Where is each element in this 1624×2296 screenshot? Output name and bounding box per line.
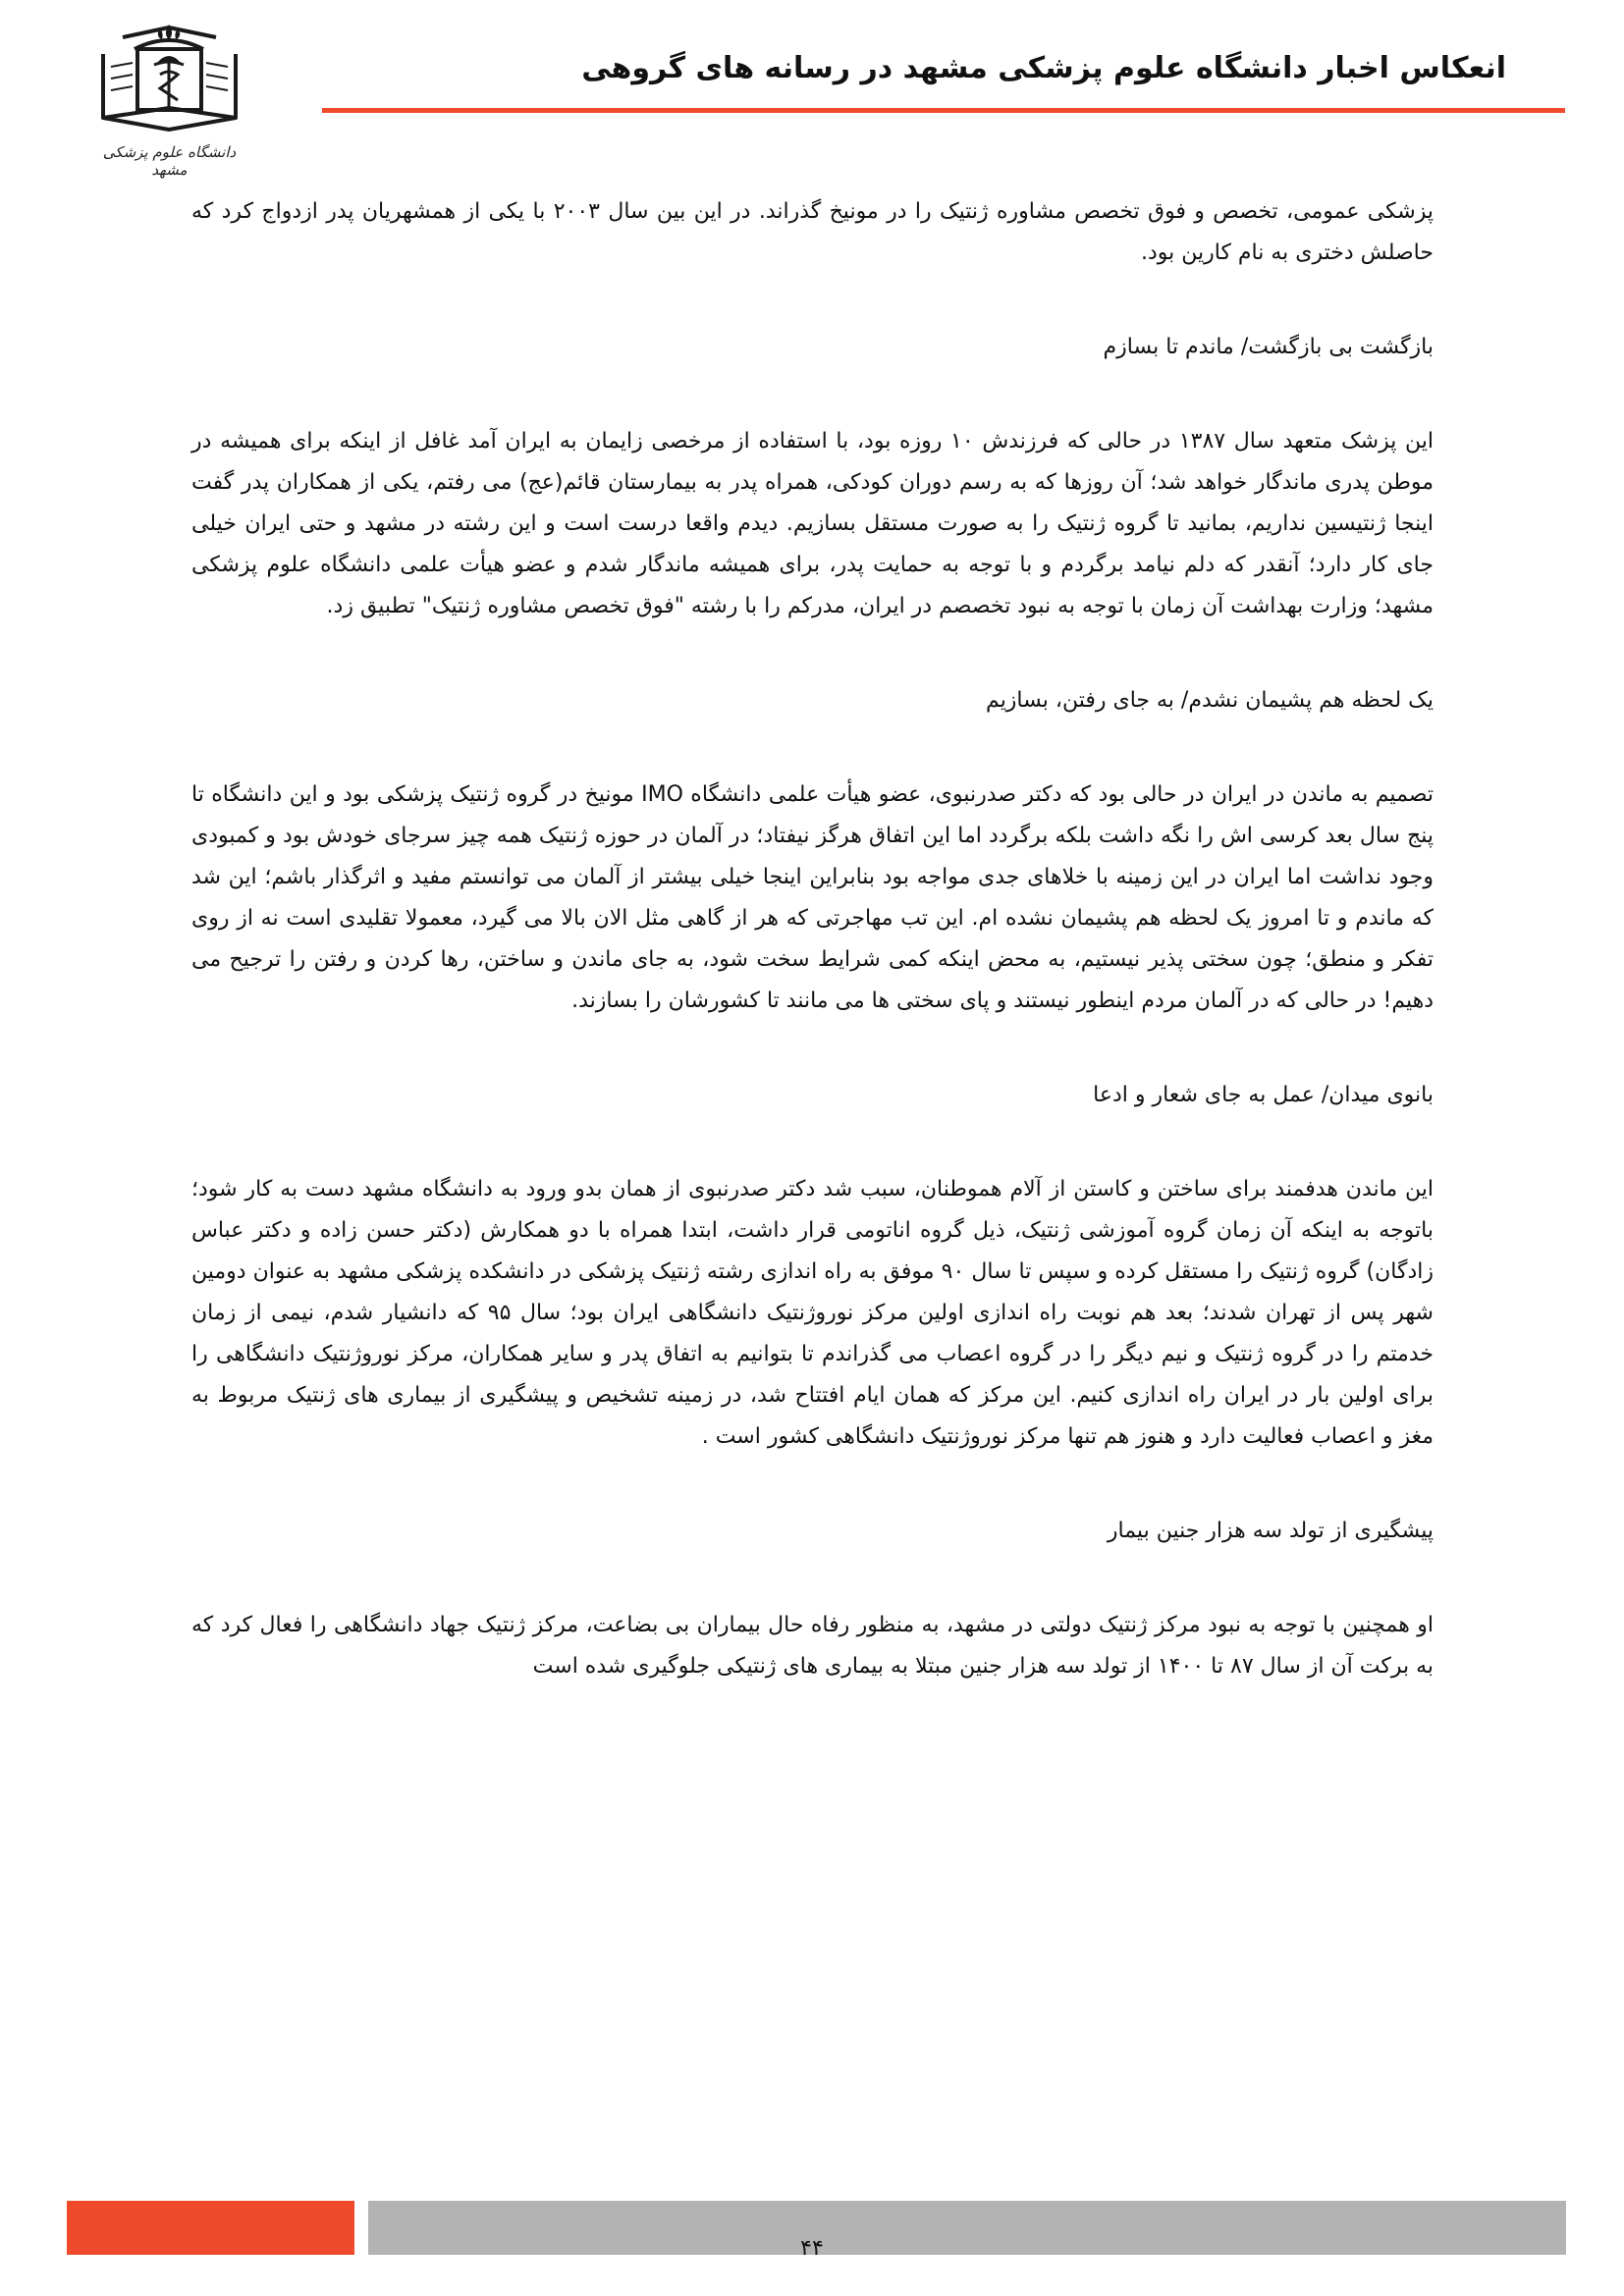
section-heading-1: بازگشت بی بازگشت/ ماندم تا بسازم [1103, 335, 1434, 359]
footer-accent-bar [67, 2201, 354, 2255]
university-logo [83, 20, 255, 179]
paragraph-2: این پزشک متعهد سال ۱۳۸۷ در حالی که فرزندش ۱۰ روزه بود، با استفاده از مرخصی زایمان به ایران آمد غافل از اینکه برای همیشه در موطن پدری ماندگار خواهد شد؛ آن روزها که به رسم دوران کودکی، همراه پدر به بیمارستان قائم(عج) می رفتم، یکی از همکاران پدر گفت اینجا ژنتیسین نداریم، بمانید تا گروه ژنتیک را به صورت مستقل بسازیم. دیدم واقعا درست است و این رشته در مشهد و حتی ایران خیلی جای کار دارد؛ آنقدر که دلم نیامد برگردم و با توجه به حمایت پدر، برای همیشه ماندگار شدم و عضو هیأت علمی دانشگاه علوم پزشکی مشهد؛ وزارت بهداشت آن زمان با توجه به نبود تخصصم در ایران، مدرکم را با رشته "فوق تخصص مشاوره ژنتیک" تطبیق زد. [191, 429, 1434, 618]
section-heading-2: یک لحظه هم پشیمان نشدم/ به جای رفتن، بسازیم [986, 688, 1434, 713]
article-body [191, 191, 1434, 1740]
header-divider [322, 108, 1565, 113]
section-heading-3: بانوی میدان/ عمل به جای شعار و ادعا [1093, 1083, 1434, 1107]
paragraph-3: تصمیم به ماندن در ایران در حالی بود که دکتر صدرنبوی، عضو هیأت علمی دانشگاه IMO مونیخ در گروه ژنتیک پزشکی بود و این دانشگاه تا پنج سال بعد کرسی اش را نگه داشت بلکه برگردد اما این اتفاق هرگز نیفتاد؛ در آلمان در حوزه ژنتیک همه چیز سرجای خودش بود و کمبودی وجود نداشت اما ایران در این زمینه با خلاهای جدی مواجه بود بنابراین اینجا خیلی بیشتر از آلمان می توانستم مفید و اثرگذار باشم؛ این شد که ماندم و تا امروز یک لحظه هم پشیمان نشده ام. این تب مهاجرتی که هر از گاهی مثل الان بالا می گیرد، معمولا تقلیدی است نه از روی تفکر و منطق؛ چون سختی پذیر نیستیم، به محض اینکه کمی شرایط سخت شود، به جای ماندن و ساختن، رها کردن و رفتن را ترجیح می دهیم! در حالی که در آلمان مردم اینطور نیستند و پای سختی ها می مانند تا کشورشان را بسازند. [191, 782, 1434, 1013]
university-emblem-icon [83, 20, 255, 142]
paragraph-5: او همچنین با توجه به نبود مرکز ژنتیک دولتی در مشهد، به منظور رفاه حال بیماران بی بضاعت، مرکز ژنتیک جهاد دانشگاهی را فعال کرد که به برکت آن از سال ۸۷ تا ۱۴۰۰ از تولد سه هزار جنین مبتلا به بیماری های ژنتیکی جلوگیری شده است [191, 1613, 1434, 1679]
footer-gray-bar [368, 2201, 1566, 2255]
paragraph-1: پزشکی عمومی، تخصص و فوق تخصص مشاوره ژنتیک را در مونیخ گذراند. در این بین سال ۲۰۰۳ با یکی از همشهریان پدر ازدواج کرد که حاصلش دختری به نام کارین بود. [191, 199, 1434, 265]
section-heading-4: پیشگیری از تولد سه هزار جنین بیمار [1107, 1519, 1434, 1543]
page-title: انعکاس اخبار دانشگاه علوم پزشکی مشهد در رسانه های گروهی [581, 51, 1506, 85]
paragraph-4: این ماندن هدفمند برای ساختن و کاستن از آلام هموطنان، سبب شد دکتر صدرنبوی از همان بدو ورود به دانشگاه مشهد دست به کار شود؛ باتوجه به اینکه آن زمان گروه آموزشی ژنتیک، ذیل گروه اناتومی قرار داشت، ابتدا همراه با دو همکارش (دکتر حسن زاده و دکتر عباس زادگان) گروه ژنتیک را مستقل کرده و سپس تا سال ۹۰ موفق به راه اندازی رشته ژنتیک پزشکی در دانشکده پزشکی مشهد به عنوان دومین شهر پس از تهران شدند؛ بعد هم نوبت راه اندازی اولین مرکز نوروژنتیک دانشگاهی ایران بود؛ سال ۹۵ که دانشیار شدم، نیمی از زمان خدمتم را در گروه ژنتیک و نیم دیگر را در گروه اعصاب می گذراندم تا بتوانیم به اتفاق پدر و سایر همکاران، مرکز نوروژنتیک دانشگاهی را برای اولین بار در ایران راه اندازی کنیم. این مرکز که همان ایام افتتاح شد، در زمینه تشخیص و پیشگیری از بیماری های ژنتیک مربوط به مغز و اعصاب فعالیت دارد و هنوز هم تنها مرکز نوروژنتیک دانشگاهی کشور است . [191, 1177, 1434, 1449]
logo-caption: دانشگاه علوم پزشکی مشهد [102, 143, 237, 179]
page-number: ۴۴ [800, 2236, 824, 2261]
